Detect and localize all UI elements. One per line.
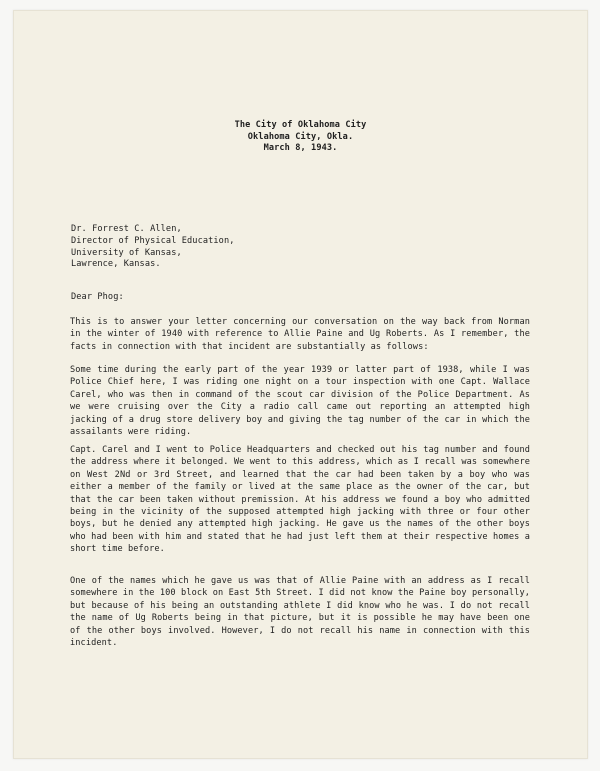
recipient-institution: University of Kansas, [71,247,182,258]
recipient-title: Director of Physical Education, [71,235,235,246]
body-paragraph-4: One of the names which he gave us was that of Allie Paine with an address as I recall somewhere in the 100 block on East 5th Street. I did not know the Paine boy personally, but because of his being an outstanding athlete I did know who he was. I do not recall the name of Ug Roberts being in that picture, but it is possible he may have been one of the other boys involved. However, I do not recall his name in connection with this incident. [70,576,530,649]
body-paragraph-2: Some time during the early part of the year 1939 or latter part of 1938, while I was Police Chief here, I was riding one night on a tour inspection with one Capt. Wallace Carel, who was then in command of the scout car division of the Police Department. As we were cruising over the City a radio call came out reporting an attempted high jacking of a drug store delivery boy and giving the tag number of the car in which the assailants were riding. [70,365,530,438]
salutation: Dear Phog: [71,292,124,302]
body-paragraph-3: Capt. Carel and I went to Police Headquarters and checked out his tag number and found the address where it belonged. We went to this address, which as I recall was somewhere on West 2Nd or 3rd Street, and learned that the car had been taken by a boy who was either a member of the family or lived at the same place as the owner of the car, but that the car been taken without premission. At his address we found a boy who admitted being in the vicinity of the supposed attempted high jacking with three or four other boys, but he denied any attempted high jacking. He gave us the names of the other boys who had been with him and stated that he had just left them at their respective homes a short time before. [70,445,530,555]
letterhead-city: The City of Oklahoma City [234,120,367,130]
letterhead [14,120,587,155]
letterhead-location: Oklahoma City, Okla. [247,131,354,142]
recipient-name: Dr. Forrest C. Allen, [71,224,182,234]
letter-date: March 8, 1943. [263,143,338,153]
recipient-address [71,224,235,271]
body-paragraph-1: This is to answer your letter concerning our conversation on the way back from Norman in the winter of 1940 with reference to Allie Paine and Ug Roberts. As I remember, the facts in connection with that incident are substantially as follows: [70,317,530,352]
letter-page [13,10,588,759]
recipient-location: Lawrence, Kansas. [71,259,161,270]
